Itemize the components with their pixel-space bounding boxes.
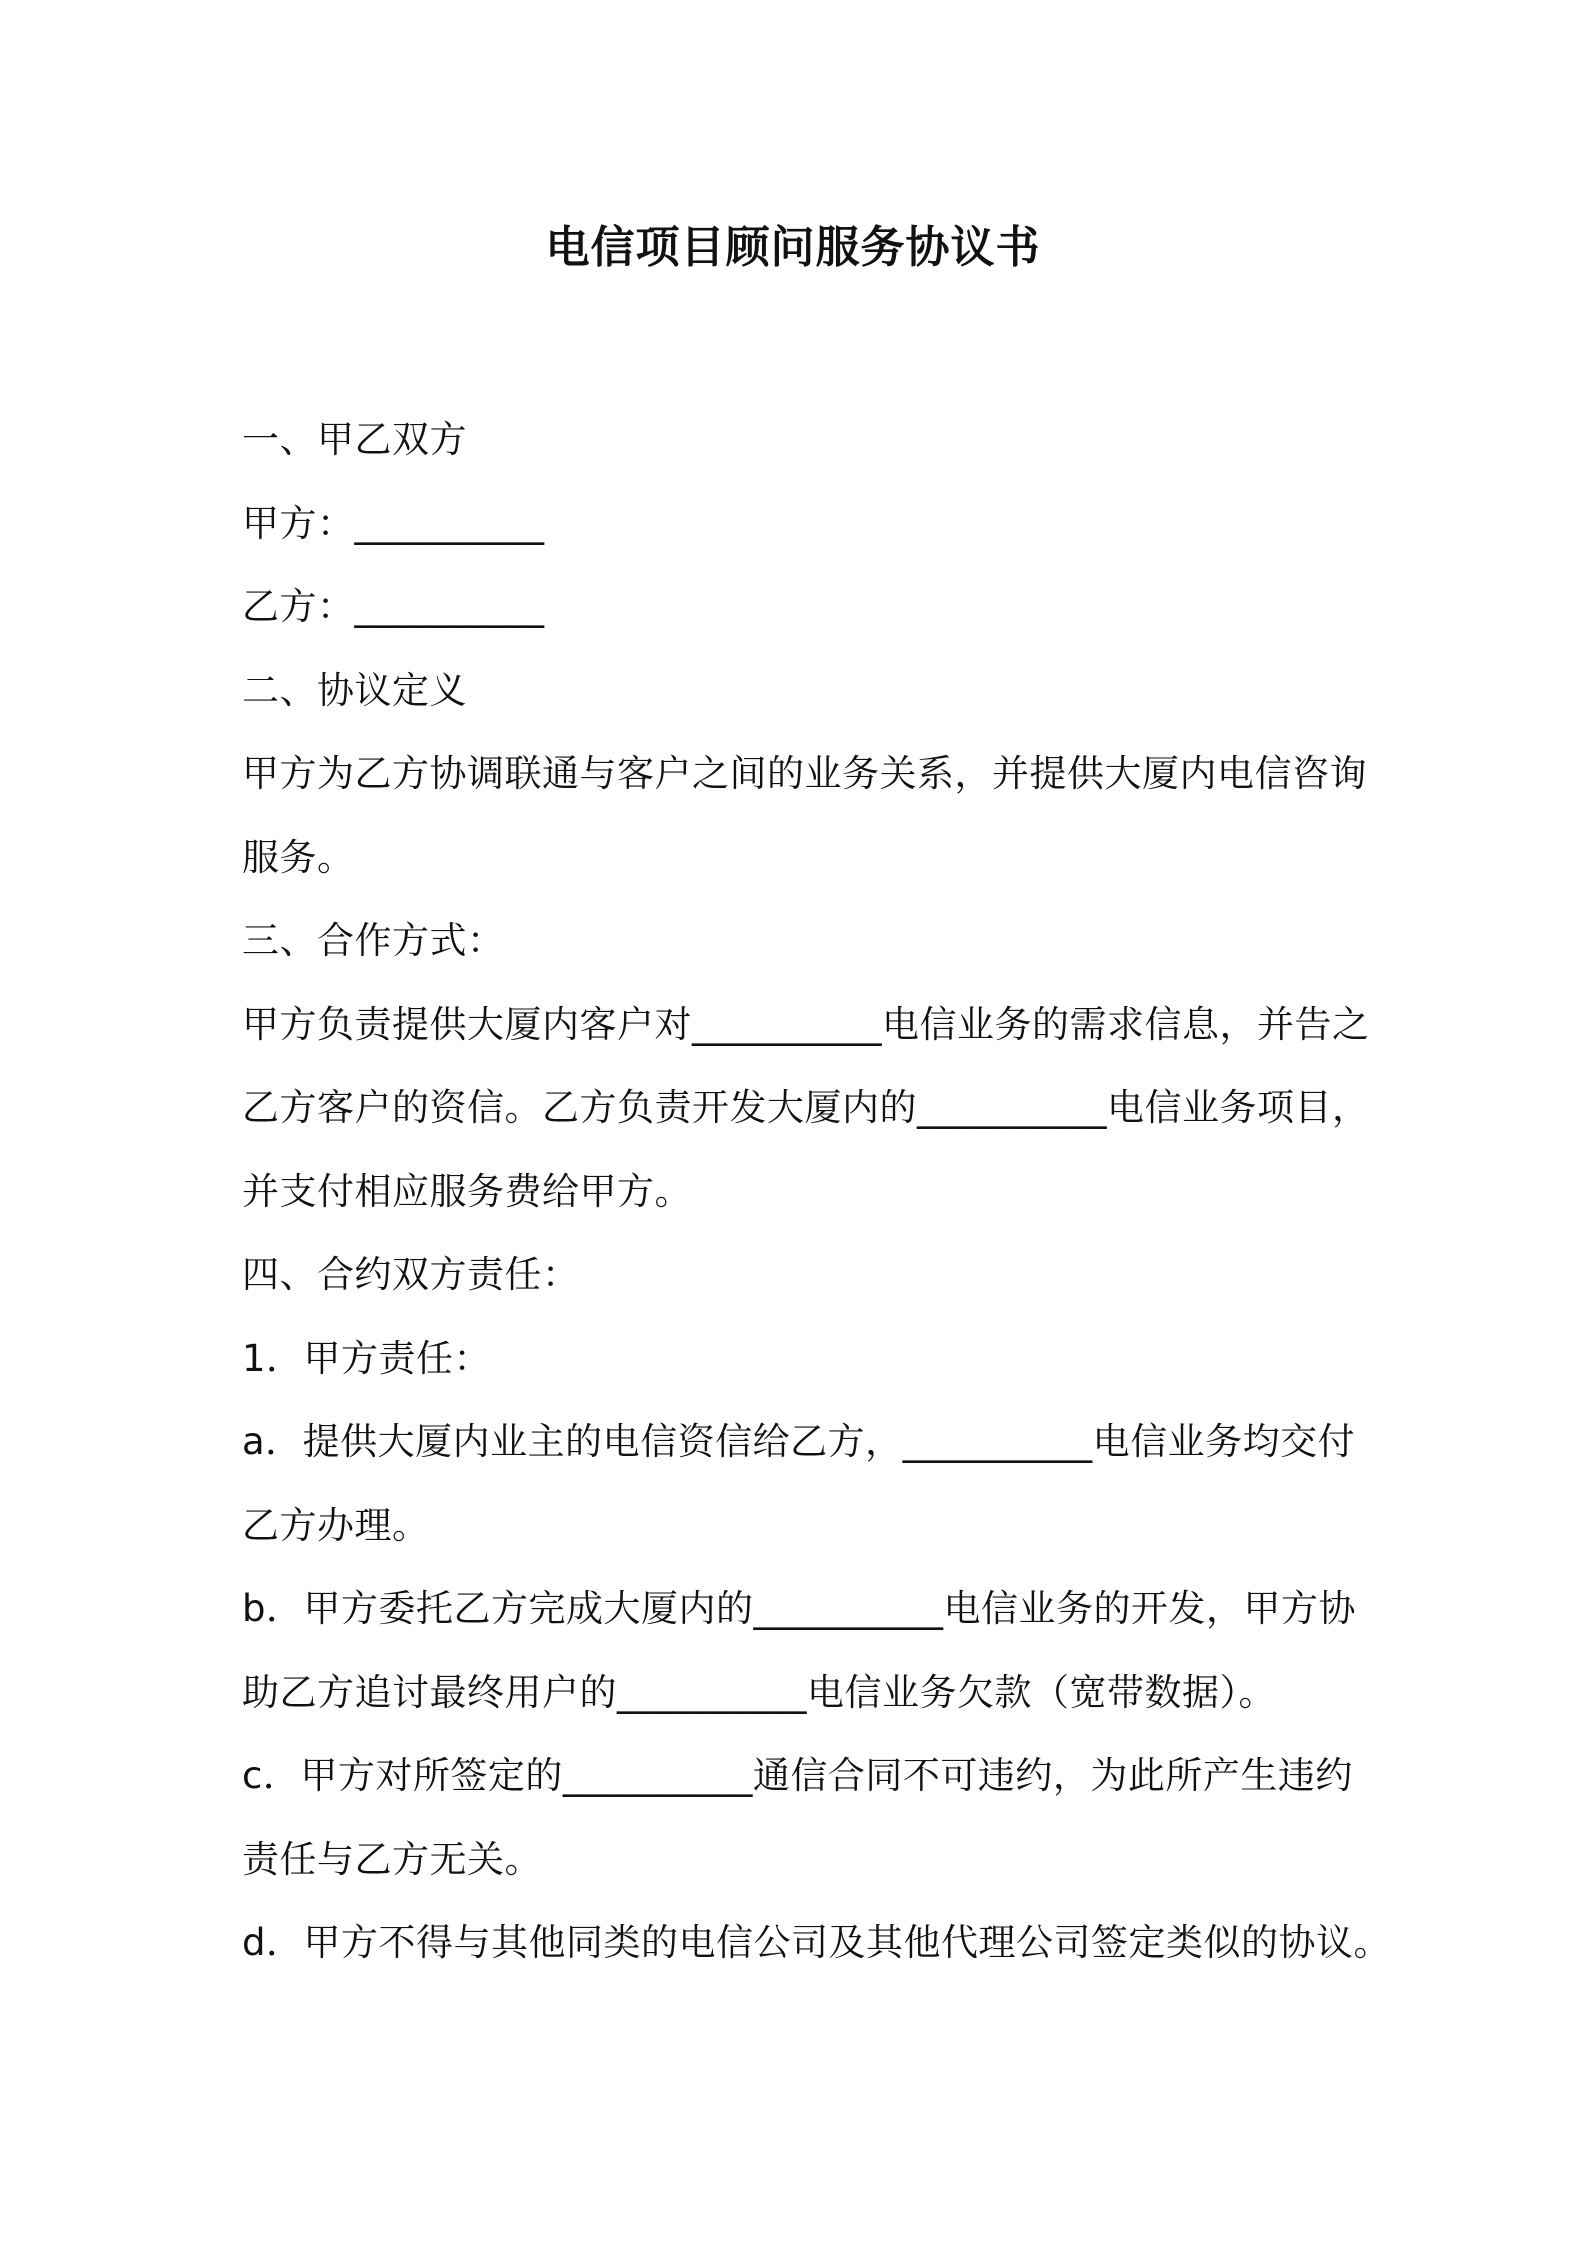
section-heading-parties: 一、甲乙双方 <box>242 418 467 461</box>
party-b-field: 乙方：__________ <box>242 585 545 628</box>
clause-d-line: d．甲方不得与其他同类的电信公司及其他代理公司签定类似的协议。 <box>242 1921 1391 1964</box>
clause-b-line: 助乙方追讨最终用户的__________电信业务欠款（宽带数据）。 <box>242 1670 1276 1714</box>
clause-a-line: 乙方办理。 <box>242 1503 430 1547</box>
paragraph-line: 乙方客户的资信。乙方负责开发大厦内的__________电信业务项目， <box>242 1086 1370 1129</box>
party-a-field: 甲方：__________ <box>242 501 545 545</box>
section-heading-cooperation: 三、合作方式： <box>242 919 505 962</box>
document-title: 电信项目顾问服务协议书 <box>545 222 1041 273</box>
clause-c-line: 责任与乙方无关。 <box>242 1837 542 1881</box>
paragraph-line: 甲方负责提供大厦内客户对__________电信业务的需求信息，并告之 <box>242 1002 1370 1046</box>
clause-a-line: a．提供大厦内业主的电信资信给乙方，__________电信业务均交付 <box>242 1420 1356 1463</box>
paragraph-line: 服务。 <box>242 835 355 879</box>
paragraph-line: 甲方为乙方协调联通与客户之间的业务关系，并提供大厦内电信咨询 <box>242 752 1367 795</box>
section-heading-definition: 二、协议定义 <box>242 668 467 712</box>
paragraph-line: 并支付相应服务费给甲方。 <box>242 1169 692 1213</box>
subsection-heading-party-a: 1．甲方责任： <box>242 1336 492 1380</box>
document-body <box>242 398 1391 1985</box>
section-heading-responsibilities: 四、合约双方责任： <box>242 1253 580 1296</box>
clause-c-line: c．甲方对所签定的__________通信合同不可违约，为此所产生违约 <box>242 1754 1353 1797</box>
clause-b-line: b．甲方委托乙方完成大厦内的__________电信业务的开发，甲方协 <box>242 1587 1356 1630</box>
